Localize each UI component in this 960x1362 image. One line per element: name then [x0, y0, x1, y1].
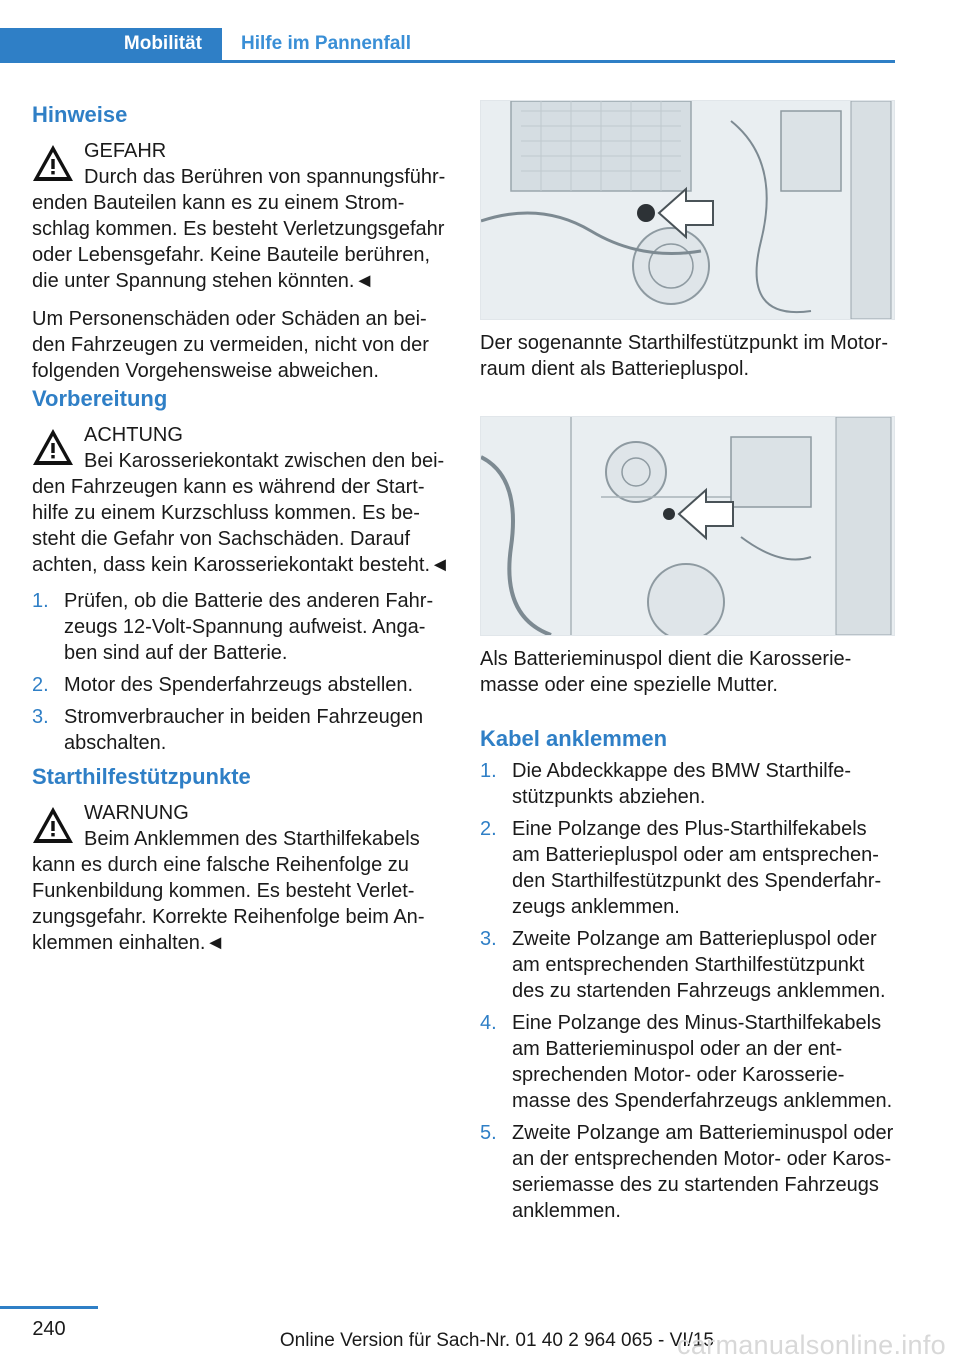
engine-bay-figure-plus: [480, 100, 895, 320]
engine-bay-illustration: [481, 101, 894, 319]
warning-label: WARNUNG: [84, 802, 189, 824]
list-text: Zweite Polzange am Batteriepluspol oder am entsprechenden Starthilfestützpunkt des zu startenden Fahrzeugs anklemmen.: [512, 928, 886, 1002]
warning-triangle-icon: [32, 806, 74, 844]
heading-hinweise: Hinweise: [32, 102, 128, 127]
list-number: 2.: [32, 674, 49, 696]
tab-mobilitaet[interactable]: Mobilität: [0, 28, 222, 60]
warning-label: ACHTUNG: [84, 424, 183, 446]
list-text: Die Abdeckkappe des BMW Starthilfestützpunkts abziehen.: [512, 760, 852, 808]
list-number: 1.: [32, 590, 49, 612]
heading-kabel-anklemmen: Kabel anklemmen: [480, 726, 668, 751]
warning-triangle-icon: [32, 144, 74, 182]
list-number: 2.: [480, 818, 497, 840]
engine-bay-figure-minus: [480, 416, 895, 636]
warning-warnung: [32, 800, 452, 956]
figure-caption-minus: Als Batterieminuspol dient die Karosseriemasse oder eine spezielle Mutter.: [480, 648, 852, 696]
list-text: Motor des Spenderfahrzeugs abstellen.: [64, 674, 414, 696]
list-number: 3.: [32, 706, 49, 728]
list-text: Zweite Polzange am Batterieminuspol oder an der entsprechenden Motor- oder Karosseriemasse des zu startenden Fahrzeugs anklemmen.: [512, 1122, 894, 1222]
header-rule: [0, 60, 895, 63]
heading-vorbereitung: Vorbereitung: [32, 386, 168, 411]
steps-kabel-anklemmen: [480, 758, 895, 1224]
warning-gefahr: [32, 138, 452, 294]
steps-vorbereitung: [32, 588, 452, 756]
left-column: [32, 100, 452, 956]
engine-bay-illustration: [481, 417, 894, 635]
list-text: Eine Polzange des Plus-Starthilfekabels am Batteriepluspol oder am entsprechenden Starthilfestützpunkt des Spenderfahrzeugs anklemmen.: [512, 818, 882, 918]
list-number: 5.: [480, 1122, 497, 1144]
warning-text: Durch das Berühren von spannungsführenden Bauteilen kann es zu einem Stromschlag kommen. Es besteht Verletzungsgefahr oder Lebensgefahr. Keine Bauteile berühren, die unter Spannung stehen könnten.◄: [32, 166, 446, 292]
list-item: [480, 1010, 895, 1114]
list-item: [32, 672, 452, 698]
list-item: [32, 704, 452, 756]
warning-achtung: [32, 422, 452, 578]
list-text: Eine Polzange des Minus-Starthilfekabels am Batterieminuspol oder an der entsprechenden Motor- oder Karosseriemasse des Spenderfahrzeugs anklemmen.: [512, 1012, 893, 1112]
list-number: 4.: [480, 1012, 497, 1034]
list-number: 1.: [480, 760, 497, 782]
page-number: 240: [32, 1318, 66, 1340]
warning-triangle-icon: [32, 428, 74, 466]
tab-hilfe-im-pannenfall[interactable]: Hilfe im Pannenfall: [241, 33, 411, 54]
heading-starthilfestuetzpunkte: Starthilfestützpunkte: [32, 764, 251, 789]
warning-label: GEFAHR: [84, 140, 167, 162]
right-column: [480, 100, 895, 1230]
list-text: Prüfen, ob die Batterie des anderen Fahrzeugs 12-Volt-Spannung aufweist. Angaben sind auf der Batterie.: [64, 590, 434, 664]
list-item: [480, 816, 895, 920]
online-version-text: Online Version für Sach-Nr. 01 40 2 964 065 - VI/15: [279, 1330, 714, 1351]
footer-rule: [0, 1306, 98, 1309]
watermark: carmanualsonline.info: [677, 1330, 946, 1360]
warning-text: Bei Karosseriekontakt zwischen den beiden Fahrzeugen kann es während der Starthilfe zu einem Kurzschluss kommen. Es besteht die Gefahr von Sachschäden. Darauf achten, dass kein Karosseriekontakt besteht.◄: [32, 450, 450, 576]
list-item: [480, 926, 895, 1004]
list-item: [32, 588, 452, 666]
list-text: Stromverbraucher in beiden Fahrzeugen abschalten.: [64, 706, 424, 754]
list-item: [480, 1120, 895, 1224]
paragraph: Um Personenschäden oder Schäden an beiden Fahrzeugen zu vermeiden, nicht von der folgenden Vorgehensweise abweichen.: [32, 308, 429, 382]
list-item: [480, 758, 895, 810]
list-number: 3.: [480, 928, 497, 950]
figure-caption-plus: Der sogenannte Starthilfestützpunkt im Motorraum dient als Batteriepluspol.: [480, 332, 888, 380]
page-header: [0, 28, 895, 62]
warning-text: Beim Anklemmen des Starthilfekabels kann es durch eine falsche Reihenfolge zu Funkenbildung kommen. Es besteht Verletzungsgefahr. Korrekte Reihenfolge beim Anklemmen einhalten.◄: [32, 828, 425, 954]
